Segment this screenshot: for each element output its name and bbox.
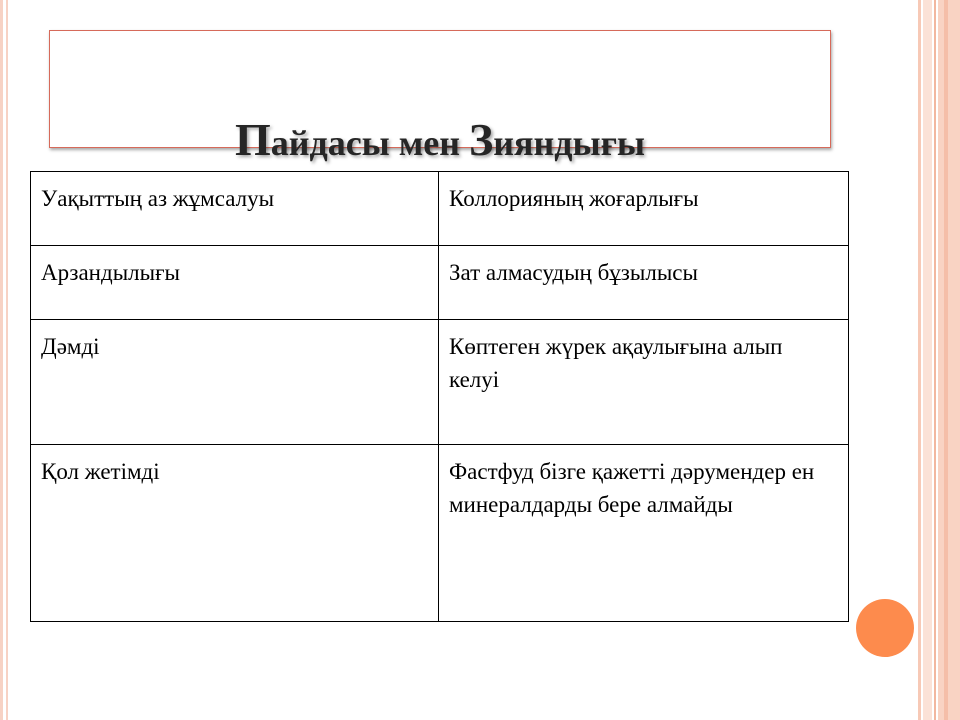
accent-circle-decor [856,599,914,657]
pros-cons-table [30,171,849,622]
title-cap-1: П [234,114,271,165]
left-decor-stripe [0,0,3,720]
left-decor-stripe-thin [6,0,8,720]
pro-cell: Арзандылығы [31,246,439,320]
con-cell: Коллорияның жоғарлығы [439,172,849,246]
table-row [31,246,849,320]
pro-cell: Қол жетімді [31,445,439,622]
right-decor-stripe-1 [918,0,921,720]
pro-cell: Уақыттың аз жұмсалуы [31,172,439,246]
title-box [49,30,831,165]
title-rest-1: айдасы мен [270,123,470,163]
slide-title [50,114,830,165]
con-cell: Зат алмасудың бұзылысы [439,246,849,320]
right-decor-stripe-2 [923,0,932,720]
pro-cell: Дәмді [31,320,439,445]
table-row [31,172,849,246]
con-cell: Фастфуд бізге қажетті дәрумендер ен минералдарды бере алмайды [439,445,849,622]
con-cell: Көптеген жүрек ақаулығына алып келуі [439,320,849,445]
title-rest-2: ияндығы [493,123,646,163]
right-decor-stripe-5 [944,0,948,720]
title-cap-2: З [469,114,494,165]
right-decor-stripe-3 [934,0,936,720]
table-row [31,445,849,622]
right-decor-stripe-4 [938,0,960,720]
table-row [31,320,849,445]
